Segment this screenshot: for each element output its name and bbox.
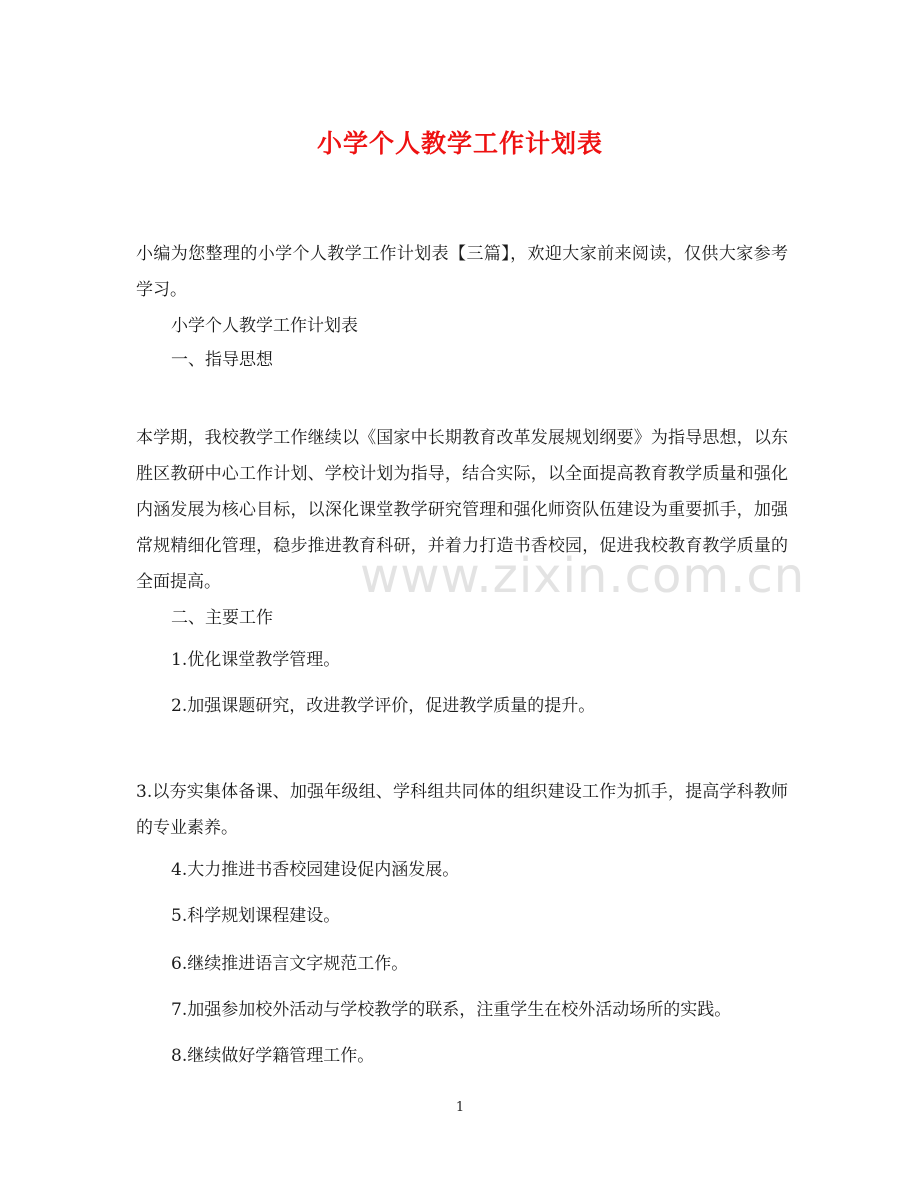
document-title: 小学个人教学工作计划表: [316, 129, 603, 158]
page-number: 1: [455, 1100, 465, 1115]
list-item: 3.以夯实集体备课、加强年级组、学科组共同体的组织建设工作为抓手，提高学科教师的专业素养。: [136, 782, 788, 838]
list-item: 5.科学规划课程建设。: [171, 906, 341, 926]
list-item: 2.加强课题研究，改进教学评价，促进教学质量的提升。: [171, 696, 596, 716]
subtitle: 小学个人教学工作计划表: [171, 316, 358, 336]
section-heading-main-work: 二、主要工作: [171, 608, 273, 628]
watermark: www.zixin.com.cn: [360, 548, 806, 604]
section-heading-guiding-ideology: 一、指导思想: [171, 350, 273, 370]
list-item: 8.继续做好学籍管理工作。: [171, 1046, 375, 1066]
list-item: 6.继续推进语言文字规范工作。: [171, 954, 409, 974]
list-item: 1.优化课堂教学管理。: [171, 650, 341, 670]
guiding-ideology-paragraph: 本学期，我校教学工作继续以《国家中长期教育改革发展规划纲要》为指导思想，以东胜区教研中心工作计划、学校计划为指导，结合实际，以全面提高教育教学质量和强化内涵发展为核心目标，以深化课堂教学研究管理和强化师资队伍建设为重要抓手，加强常规精细化管理，稳步推进教育科研，并着力打造书香校园，促进我校教育教学质量的全面提高。: [136, 428, 788, 592]
list-item: 4.大力推进书香校园建设促内涵发展。: [171, 860, 460, 880]
list-item: 7.加强参加校外活动与学校教学的联系，注重学生在校外活动场所的实践。: [171, 1000, 732, 1020]
intro-paragraph: 小编为您整理的小学个人教学工作计划表【三篇】，欢迎大家前来阅读，仅供大家参考学习。: [136, 244, 788, 300]
